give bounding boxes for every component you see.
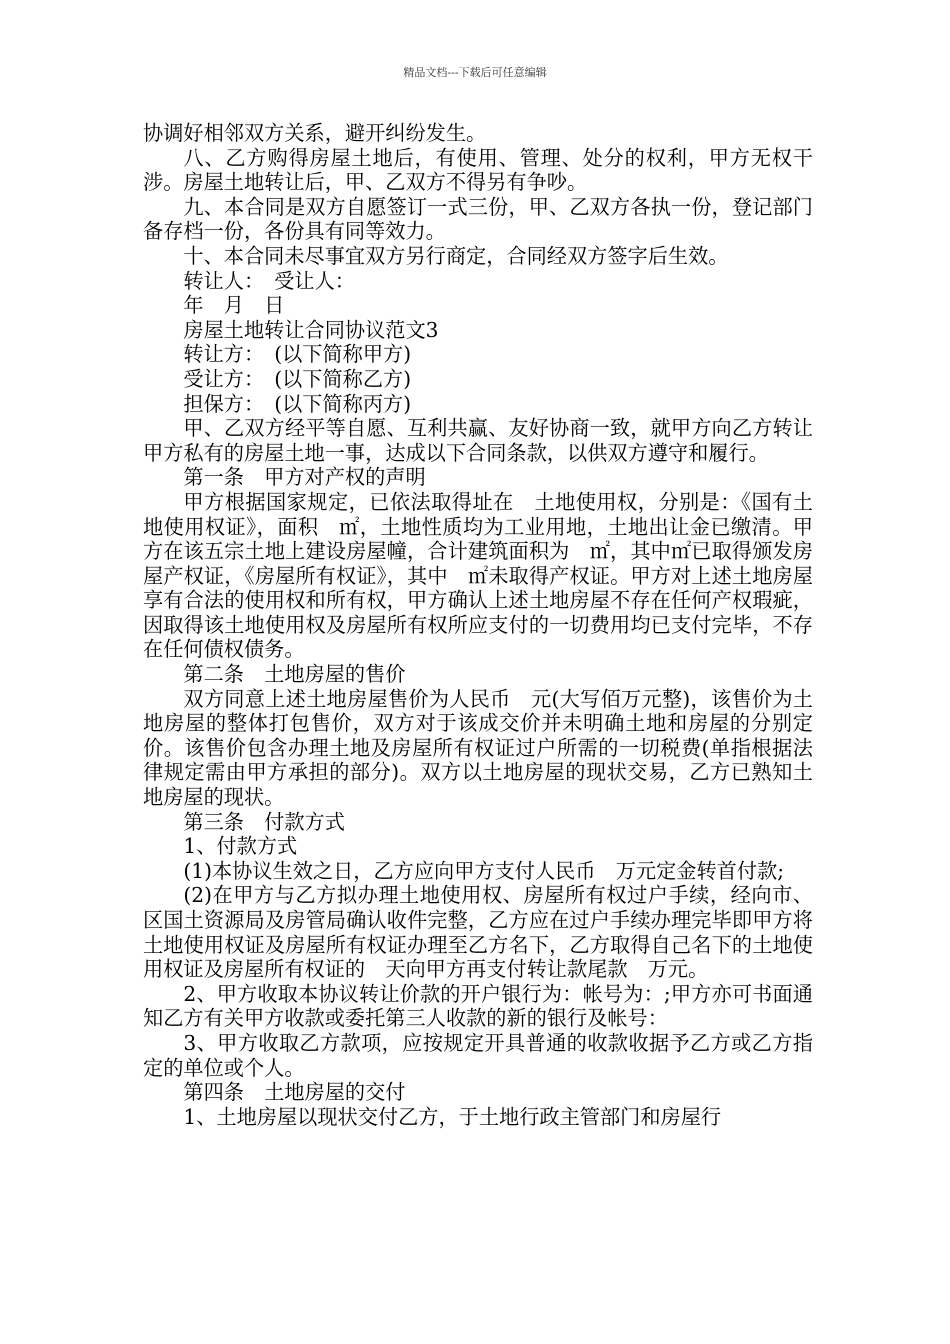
date-line: 年 月 日 bbox=[183, 293, 285, 318]
sub-heading: 1、付款方式 bbox=[183, 834, 298, 859]
paragraph: 九、本合同是双方自愿签订一式三份，甲、乙双方各执一份，登记部门备存档一份，各份具有同等效力。 bbox=[143, 194, 813, 244]
document-body bbox=[143, 121, 813, 1129]
paragraph: (2)在甲方与乙方拟办理土地使用权、房屋所有权过户手续，经向市、区国土资源局及房管局确认收件完整，乙方应在过户手续办理完毕即甲方将土地使用权证及房屋所有权证办理至乙方名下，乙方取得自己名下的土地使用权证及房屋所有权证的 天向甲方再支付转让款尾款 万元。 bbox=[143, 883, 813, 982]
paragraph: (1)本协议生效之日，乙方应向甲方支付人民币 万元定金转首付款; bbox=[183, 858, 785, 883]
signature-line: 转让人： 受让人： bbox=[183, 268, 355, 293]
paragraph: 十、本合同未尽事宜双方另行商定，合同经双方签字后生效。 bbox=[183, 243, 729, 268]
paragraph: 2、甲方收取本协议转让价款的开户银行为：帐号为：;甲方亦可书面通知乙方有关甲方收款或委托第三人收款的新的银行及帐号： bbox=[143, 981, 813, 1031]
party-line: 担保方： (以下简称丙方) bbox=[183, 391, 412, 416]
section-title: 房屋土地转让合同协议范文3 bbox=[183, 317, 439, 342]
paragraph: 双方同意上述土地房屋售价为人民币 元(大写佰万元整)，该售价为土地房屋的整体打包售价，双方对于该成交价并未明确土地和房屋的分别定价。该售价包含办理土地及房屋所有权证过户所需的一切税费(单指根据法律规定需由甲方承担的部分)。双方以土地房屋的现状交易，乙方已熟知土地房屋的现状。 bbox=[143, 686, 813, 810]
article-heading: 第一条 甲方对产权的声明 bbox=[183, 465, 426, 490]
party-line: 转让方： (以下简称甲方) bbox=[183, 342, 412, 367]
party-line: 受让方： (以下简称乙方) bbox=[183, 366, 412, 391]
paragraph: 八、乙方购得房屋土地后，有使用、管理、处分的权利，甲方无权干涉。房屋土地转让后，甲、乙双方不得另有争吵。 bbox=[143, 145, 813, 195]
paragraph: 甲、乙双方经平等自愿、互利共赢、友好协商一致，就甲方向乙方转让甲方私有的房屋土地一事，达成以下合同条款，以供双方遵守和履行。 bbox=[143, 416, 813, 465]
article-heading: 第二条 土地房屋的售价 bbox=[183, 662, 406, 687]
page-header: 精品文档---下载后可任意编辑 bbox=[403, 66, 547, 79]
paragraph: 协调好相邻双方关系，避开纠纷发生。 bbox=[143, 121, 487, 145]
paragraph: 甲方根据国家规定，已依法取得址在 土地使用权，分别是：《国有土地使用权证》，面积 ㎡，土地性质均为工业用地，土地出让金已缴清。甲方在该五宗土地上建设房屋幢，合计建筑面积为 ㎡，其中㎡已取得颁发房屋产权证，《房屋所有权证》，其中 ㎡未取得产权证。甲方对上述土地房屋享有合法的使用权和所有权，甲方确认上述土地房屋不存在任何产权瑕疵，因取得该土地使用权及房屋所有权所应支付的一切费用均已支付完毕，不存在任何债权债务。 bbox=[143, 489, 813, 662]
paragraph: 1、土地房屋以现状交付乙方，于土地行政主管部门和房屋行 bbox=[183, 1104, 722, 1129]
article-heading: 第四条 土地房屋的交付 bbox=[183, 1080, 406, 1105]
article-heading: 第三条 付款方式 bbox=[183, 809, 345, 834]
paragraph: 3、甲方收取乙方款项，应按规定开具普通的收款收据予乙方或乙方指定的单位或个人。 bbox=[143, 1030, 813, 1080]
